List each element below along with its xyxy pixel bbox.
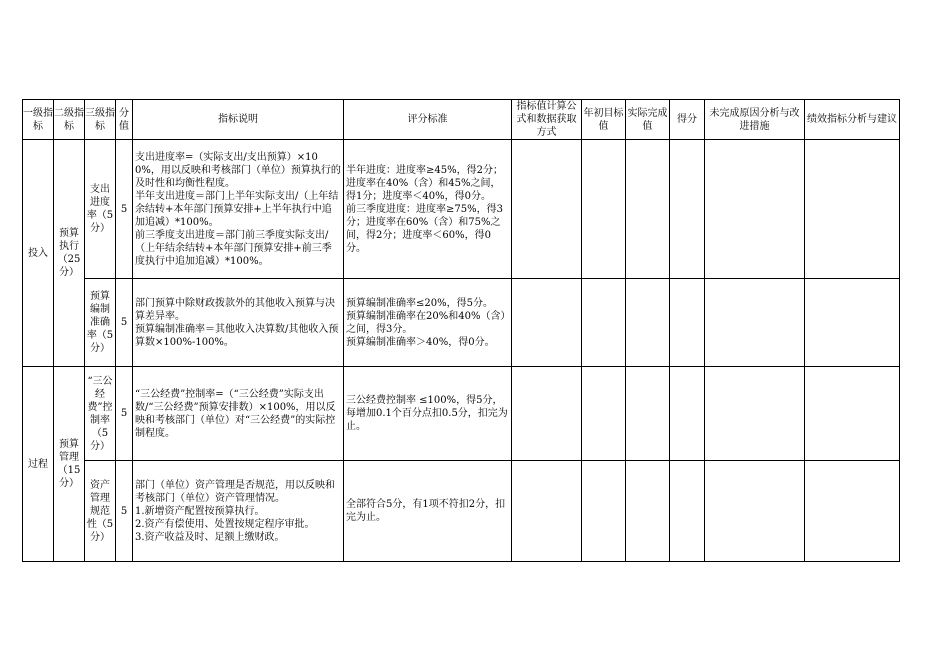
desc-line: 3.资产收益及时、足额上缴财政。 bbox=[135, 531, 285, 543]
reason-cell bbox=[705, 279, 805, 367]
start-value-cell bbox=[582, 461, 626, 562]
desc-line: 前三季度支出进度＝部门前三季度实际支出/（上年结余结转+本年部门预算安排+前三季度执行中追加追减）*100%。 bbox=[135, 229, 332, 267]
got-cell bbox=[670, 461, 705, 562]
l2-cell: 预算管理（15分） bbox=[54, 367, 85, 562]
desc-line: 2.资产有偿使用、处置按规定程序审批。 bbox=[135, 518, 315, 530]
actual-cell bbox=[626, 367, 670, 461]
header-l1: 一级指标 bbox=[23, 100, 54, 140]
start-value-cell bbox=[582, 367, 626, 461]
header-desc: 指标说明 bbox=[133, 100, 344, 140]
l1-cell: 过程 bbox=[23, 367, 54, 562]
header-criteria: 评分标准 bbox=[344, 100, 512, 140]
analysis-cell bbox=[805, 140, 900, 279]
criteria-cell bbox=[344, 461, 512, 562]
reason-cell bbox=[705, 140, 805, 279]
header-reason: 未完成原因分析与改进措施 bbox=[705, 100, 805, 140]
analysis-cell bbox=[805, 367, 900, 461]
criteria-line: 三公经费控制率 ≤100%，得5分，每增加0.1个百分点扣0.5分，扣完为止。 bbox=[346, 395, 508, 432]
header-row bbox=[23, 100, 900, 140]
header-got: 得分 bbox=[670, 100, 705, 140]
header-formula: 指标值计算公式和数据获取方式 bbox=[512, 100, 582, 140]
l3-cell: 支出进度率（5分） bbox=[85, 140, 116, 279]
reason-cell bbox=[705, 461, 805, 562]
formula-cell bbox=[512, 140, 582, 279]
score-cell: 5 bbox=[116, 367, 133, 461]
criteria-line: 预算编制准确率＞40%，得0分。 bbox=[346, 336, 495, 348]
criteria-line: 全部符合5分，有1项不符扣2分，扣完为止。 bbox=[346, 499, 506, 523]
actual-cell bbox=[626, 461, 670, 562]
table-row bbox=[23, 461, 900, 562]
desc-line: 半年支出进度＝部门上半年实际支出/（上年结余结转+本年部门预算安排+上半年执行中追加追减）*100%。 bbox=[135, 190, 339, 228]
reason-cell bbox=[705, 367, 805, 461]
desc-cell bbox=[133, 461, 344, 562]
desc-line: 支出进度率=（实际支出/支出预算）×100%，用以反映和考核部门（单位）预算执行的及时性和均衡性程度。 bbox=[135, 151, 341, 189]
header-start-value: 年初目标值 bbox=[582, 100, 626, 140]
analysis-cell bbox=[805, 461, 900, 562]
header-analysis: 绩效指标分析与建议 bbox=[805, 100, 900, 140]
score-cell: 5 bbox=[116, 461, 133, 562]
got-cell bbox=[670, 367, 705, 461]
desc-line: 部门（单位）资产管理是否规范，用以反映和考核部门（单位）资产管理情况。 bbox=[135, 479, 335, 504]
analysis-cell bbox=[805, 279, 900, 367]
desc-cell bbox=[133, 140, 344, 279]
desc-line: 预算编制准确率＝其他收入决算数/其他收入预算数×100%-100%。 bbox=[135, 323, 339, 348]
l1-cell: 投入 bbox=[23, 140, 54, 367]
criteria-cell bbox=[344, 367, 512, 461]
table-row bbox=[23, 140, 900, 279]
criteria-cell bbox=[344, 140, 512, 279]
criteria-line: 半年进度：进度率≥45%，得2分；进度率在40%（含）和45%之间，得1分；进度率＜40%，得0分。 bbox=[346, 164, 503, 202]
table-row bbox=[23, 279, 900, 367]
formula-cell bbox=[512, 461, 582, 562]
criteria-line: 前三季度进度：进度率≥75%，得3分；进度率在60%（含）和75%之间，得2分；进度率＜60%，得0分。 bbox=[346, 203, 503, 254]
performance-indicator-table bbox=[22, 99, 900, 562]
start-value-cell bbox=[582, 279, 626, 367]
score-cell: 5 bbox=[116, 279, 133, 367]
actual-cell bbox=[626, 140, 670, 279]
l3-cell: 预算编制准确率（5分） bbox=[85, 279, 116, 367]
got-cell bbox=[670, 279, 705, 367]
l3-cell: “三公经费”控制率（5分） bbox=[85, 367, 116, 461]
criteria-line: 预算编制准确率在20%和40%（含）之间，得3分。 bbox=[346, 310, 506, 335]
desc-cell bbox=[133, 367, 344, 461]
start-value-cell bbox=[582, 140, 626, 279]
header-score: 分值 bbox=[116, 100, 133, 140]
desc-line: “三公经费”控制率=（“三公经费”实际支出数/“三公经费”预算安排数）×100%，用以反映和考核部门（单位）对“三公经费”的实际控制程度。 bbox=[135, 388, 336, 439]
desc-cell bbox=[133, 279, 344, 367]
desc-line: 部门预算中除财政拨款外的其他收入预算与决算差异率。 bbox=[135, 297, 335, 322]
l3-cell: 资产管理规范性（5分） bbox=[85, 461, 116, 562]
desc-line: 1.新增资产配置按预算执行。 bbox=[135, 505, 265, 517]
header-l2: 二级指标 bbox=[54, 100, 85, 140]
table-row bbox=[23, 367, 900, 461]
header-l3: 三级指标 bbox=[85, 100, 116, 140]
formula-cell bbox=[512, 367, 582, 461]
l2-cell: 预算执行（25分） bbox=[54, 140, 85, 367]
formula-cell bbox=[512, 279, 582, 367]
header-actual: 实际完成值 bbox=[626, 100, 670, 140]
criteria-cell bbox=[344, 279, 512, 367]
actual-cell bbox=[626, 279, 670, 367]
score-cell: 5 bbox=[116, 140, 133, 279]
criteria-line: 预算编制准确率≤20%，得5分。 bbox=[346, 297, 493, 309]
got-cell bbox=[670, 140, 705, 279]
